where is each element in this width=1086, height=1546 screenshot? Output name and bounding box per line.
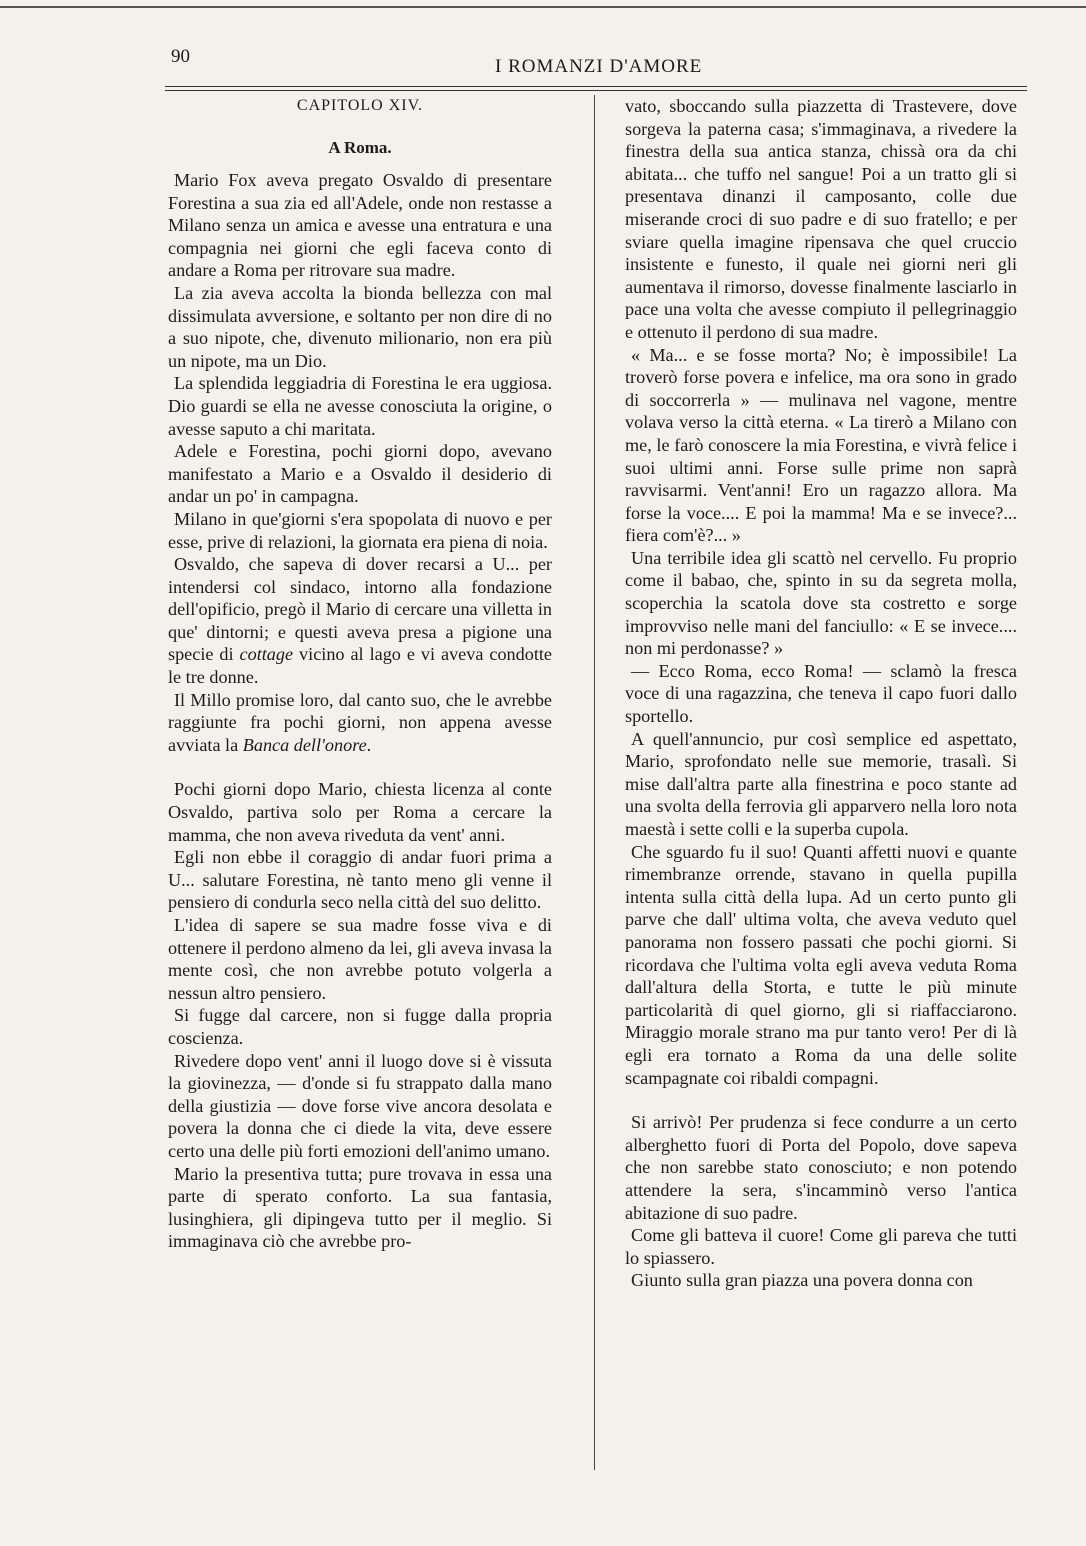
chapter-title: A Roma. — [328, 138, 392, 157]
running-title: I ROMANZI D'AMORE — [495, 56, 703, 77]
page-header — [165, 46, 1045, 86]
top-edge-rule — [0, 6, 1086, 8]
paragraph: L'idea di sapere se sua madre fosse viva e di ottenere il perdono almeno da lei, gli aveva invasa la mente così, che non avrebbe potuto volgerla a nessun altro pensiero. — [168, 915, 552, 1003]
page-number: 90 — [171, 46, 190, 67]
paragraph: Come gli batteva il cuore! Come gli pareva che tutti lo spiassero. — [625, 1225, 1017, 1268]
paragraph-text: Osvaldo, che sapeva di dover recarsi a U... per intendersi col sindaco, intorno alla fondazione dell'opificio, pregò il Mario di cercare una villetta in que' dintorni; e questi aveva presa a pigione una specie di — [168, 554, 552, 665]
paragraph-text: . — [366, 734, 372, 755]
right-column — [625, 95, 1017, 1292]
paragraph: Rivedere dopo vent' anni il luogo dove si è vissuta la giovinezza, — d'onde si fu strappato dalla mano della giustizia — dove forse vive ancora desolata e povera la donna che ci diede la vita, deve essere certo una delle più forti emozioni dell'animo umano. — [168, 1050, 552, 1161]
section-break — [168, 756, 552, 778]
paragraph: Giunto sulla gran piazza una povera donna con — [631, 1270, 973, 1291]
paragraph: Egli non ebbe il coraggio di andar fuori prima a U... salutare Forestina, nè tanto meno gli venne il pensiero di condurla seco nella città del suo delitto. — [168, 847, 552, 913]
paragraph: Che sguardo fu il suo! Quanti affetti nuovi e quante rimembranze orrende, stavano in quella pupilla intenta sulla città della lupa. Ad un certo punto gli parve che dall' ultima volta, che aveva veduto quel panorama non fossero passati che pochi giorni. Si ricordava che l'ultima volta egli aveva veduta Roma dall'altura della Storta, e tutte le più minute particolarità di quel giorno, gli si riaffacciarono. Miraggio morale strano ma pur tanto vero! Per di là egli era tornato a Roma da una delle solite scampagnate coi ribaldi compagni. — [625, 841, 1017, 1088]
paragraph: Una terribile idea gli scattò nel cervello. Fu proprio come il babao, che, spinto in su da segreta molla, scoperchia la scatola dove sta costretto e sorge improvviso nelle mani del fanciullo: « E se invece.... non mi perdonasse? » — [625, 547, 1017, 659]
paragraph: Pochi giorni dopo Mario, chiesta licenza al conte Osvaldo, partiva solo per Roma a cercare la mamma, che non aveva riveduta da vent' anni. — [168, 779, 552, 845]
paragraph: Si fugge dal carcere, non si fugge dalla propria coscienza. — [168, 1005, 552, 1048]
paragraph: vato, sboccando sulla piazzetta di Trastevere, dove sorgeva la paterna casa; s'immaginava, a rivedere la finestra della sua antica stanza, chissà ora da chi abitata... che tuffo nel sangue! Poi a un tratto gli si presentava dinanzi il camposanto, colle due miserande croci di suo padre e di suo fratello; e per sviare quella imagine ripensava che quel cruccio insistente e funesto, il quale nei giorni neri gli aumentava il rimorso, dovesse finalmente lasciarlo in pace una volta che avesse compiuto il pellegrinaggio e ottenuto il perdono di sua madre. — [625, 96, 1017, 342]
paragraph: Mario la presentiva tutta; pure trovava in essa una parte di sperato conforto. La sua fantasia, lusinghiera, gli dipingeva tutto per il meglio. Si immaginava ciò che avrebbe pro- — [168, 1163, 552, 1252]
italic-text: Banca dell'onore — [242, 734, 367, 755]
italic-text: cottage — [239, 644, 294, 665]
chapter-heading: CAPITOLO XIV. — [296, 97, 424, 114]
paragraph: Milano in que'giorni s'era spopolata di nuovo e per esse, prive di relazioni, la giornata era piena di noia. — [168, 508, 552, 552]
paragraph: A quell'annuncio, pur così semplice ed aspettato, Mario, sprofondato nelle sue memorie, trasalì. Si mise dall'altra parte alla finestrina e poco stante ad una svolta della ferrovia gli apparvero nella loro nota maestà i sette colli e la superba cupola. — [625, 728, 1017, 839]
column-divider — [594, 95, 595, 1470]
section-break — [625, 1089, 1017, 1111]
paragraph: Mario Fox aveva pregato Osvaldo di presentare Forestina a sua zia ed all'Adele, onde non restasse a Milano senza un amica e avesse una entratura e una compagnia nei giorni che egli faceva conto di andare a Roma per ritrovare sua madre. — [168, 170, 552, 281]
paragraph — [168, 689, 552, 757]
paragraph: — Ecco Roma, ecco Roma! — sclamò la fresca voce di una ragazzina, che teneva il capo fuori dallo sportello. — [625, 660, 1017, 727]
paragraph: Adele e Forestina, pochi giorni dopo, avevano manifestato a Mario e a Osvaldo il desiderio di andar un po' in campagna. — [168, 441, 552, 507]
paragraph-text: Il Millo promise loro, dal canto suo, che le avrebbe raggiunte fra pochi giorni, non appena avesse avviata la — [168, 689, 552, 755]
paragraph: La splendida leggiadria di Forestina le era uggiosa. Dio guardi se ella ne avesse conosciuta la origine, o avesse saputo a chi maritata. — [168, 373, 552, 439]
paragraph: Si arrivò! Per prudenza si fece condurre a un certo alberghetto fuori di Porta del Popolo, dove sapeva che non sarebbe stato conosciuto; e non potendo attendere la sera, s'incamminò verso l'antica abitazione di suo padre. — [625, 1112, 1017, 1223]
paragraph-text: vicino al lago e vi aveva condotte le tre donne. — [168, 644, 552, 688]
paragraph — [168, 553, 552, 689]
paragraph: La zia aveva accolta la bionda bellezza con mal dissimulata avversione, e soltanto per non dire di no a suo nipote, che, divenuto milionario, non era più un nipote, ma un Dio. — [168, 282, 552, 371]
header-double-rule — [165, 86, 1027, 91]
left-column — [168, 95, 552, 1253]
paragraph: « Ma... e se fosse morta? No; è impossibile! La troverò forse povera e infelice, ma ora sono in grado di soccorrerla » — mulinava nel vagone, mentre volava verso la città eterna. « La tirerò a Milano con me, le farò conoscere la mia Forestina, e vivrà felice i suoi ultimi anni. Forse sulle prime non saprà ravvisarmi. Vent'anni! Ero un ragazzo allora. Ma forse la voce.... E poi la mamma! Ma e se invece?... fiera com'è?... » — [625, 344, 1017, 546]
